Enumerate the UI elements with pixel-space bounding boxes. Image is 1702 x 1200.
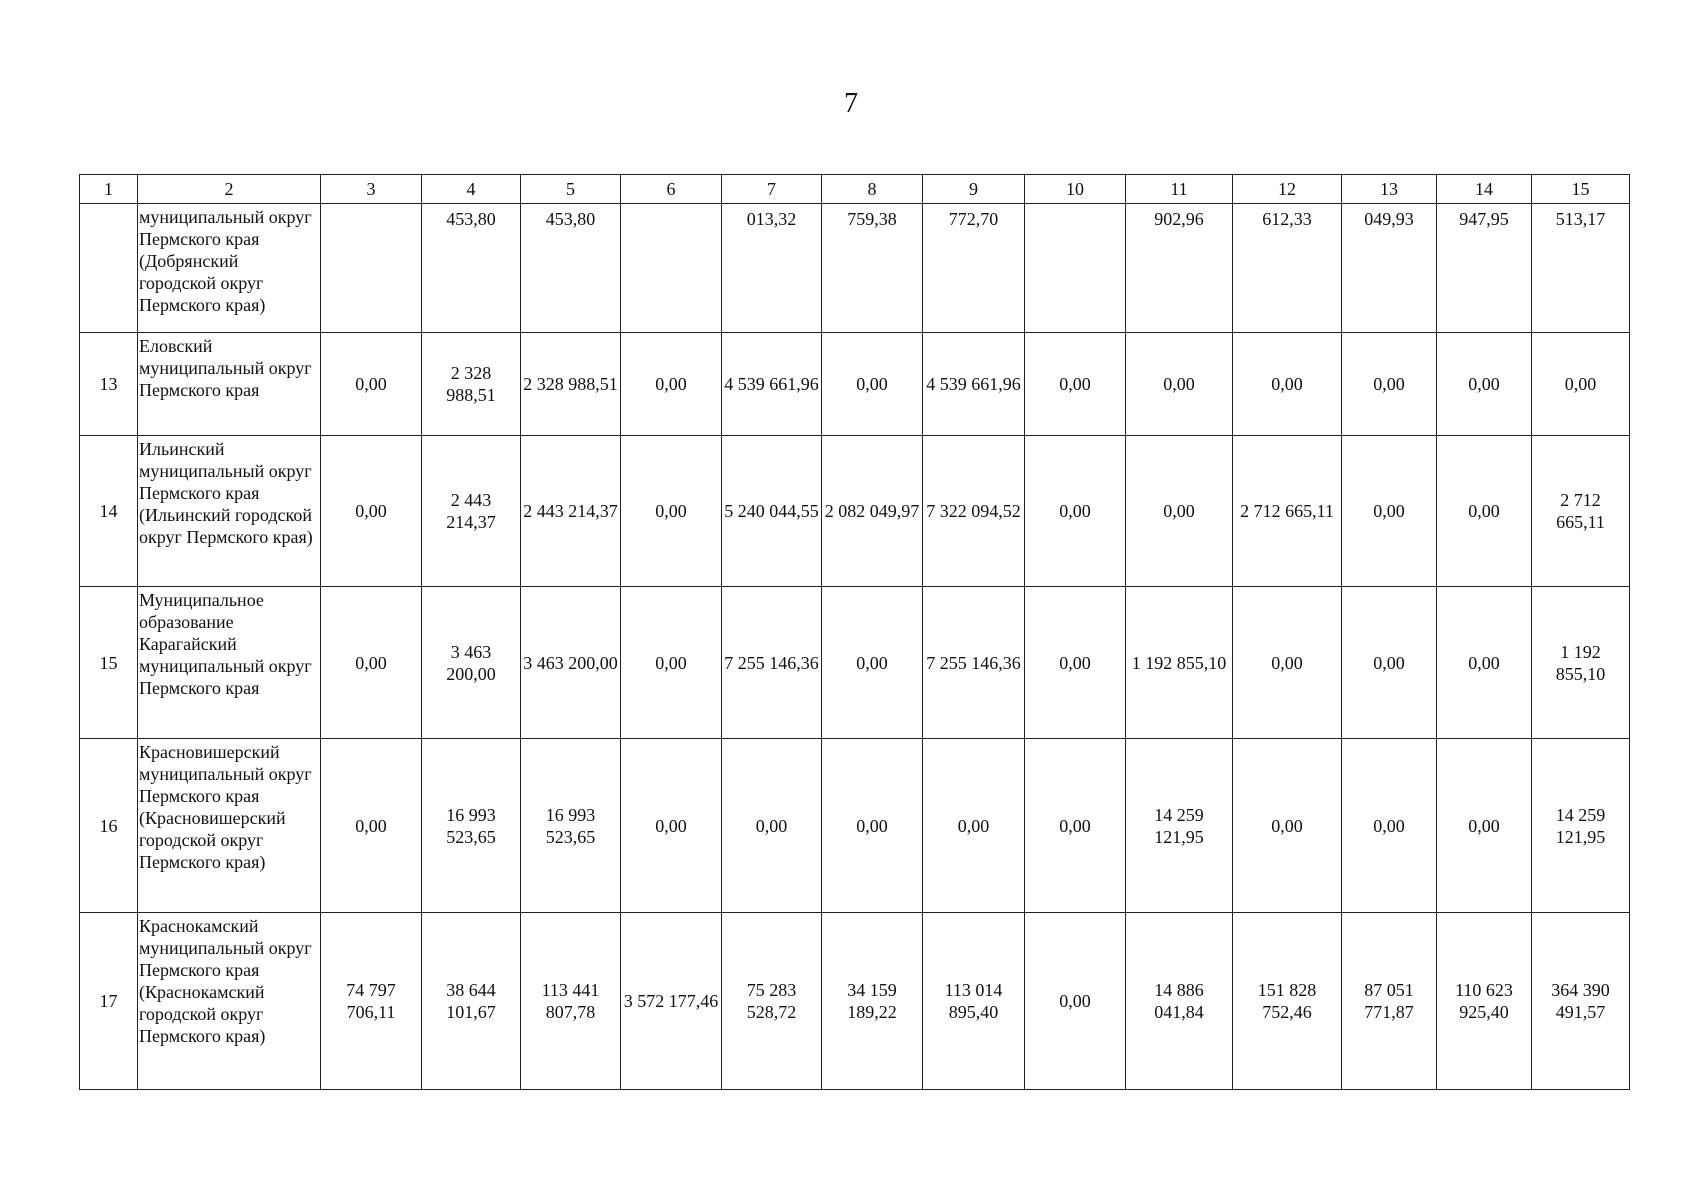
table-cell: 0,00 — [321, 333, 422, 436]
column-header: 1 — [80, 175, 138, 204]
column-header: 7 — [722, 175, 822, 204]
table-cell: 2 328 988,51 — [422, 333, 521, 436]
row-number — [80, 204, 138, 333]
table-row — [80, 913, 1630, 1090]
table-cell: 0,00 — [621, 436, 722, 587]
table-cell — [321, 204, 422, 333]
table-cell: 113 014 895,40 — [923, 913, 1025, 1090]
table-row — [80, 587, 1630, 739]
table-cell: 0,00 — [722, 739, 822, 913]
table-cell: 0,00 — [923, 739, 1025, 913]
table-cell: 2 712 665,11 — [1233, 436, 1342, 587]
table-cell: 0,00 — [822, 587, 923, 739]
table-cell: 0,00 — [1233, 739, 1342, 913]
column-header: 11 — [1126, 175, 1233, 204]
table-cell: 0,00 — [621, 587, 722, 739]
row-number: 15 — [80, 587, 138, 739]
budget-table — [79, 174, 1630, 1090]
column-header: 10 — [1025, 175, 1126, 204]
table-cell: 049,93 — [1342, 204, 1437, 333]
table-cell: 7 255 146,36 — [923, 587, 1025, 739]
table-cell: 0,00 — [1342, 587, 1437, 739]
table-cell: 947,95 — [1437, 204, 1532, 333]
column-header: 14 — [1437, 175, 1532, 204]
municipality-name: Ильинский муниципальный округ Пермского края (Ильинский городской округ Пермского края) — [138, 436, 321, 587]
municipality-name: Красновишерский муниципальный округ Пермского края (Красновишерский городской округ Пермского края) — [138, 739, 321, 913]
table-cell: 14 259 121,95 — [1126, 739, 1233, 913]
column-header: 9 — [923, 175, 1025, 204]
municipality-name: муниципальный округ Пермского края (Добрянский городской округ Пермского края) — [138, 204, 321, 333]
table-cell: 38 644 101,67 — [422, 913, 521, 1090]
column-header: 8 — [822, 175, 923, 204]
row-number: 17 — [80, 913, 138, 1090]
table-cell: 16 993 523,65 — [422, 739, 521, 913]
row-number: 16 — [80, 739, 138, 913]
table-cell: 2 082 049,97 — [822, 436, 923, 587]
table-cell: 759,38 — [822, 204, 923, 333]
table-cell: 453,80 — [521, 204, 621, 333]
table-cell: 2 328 988,51 — [521, 333, 621, 436]
table-cell: 74 797 706,11 — [321, 913, 422, 1090]
table-cell: 902,96 — [1126, 204, 1233, 333]
table-cell: 2 712 665,11 — [1532, 436, 1630, 587]
municipality-name: Муниципальное образование Карагайский муниципальный округ Пермского края — [138, 587, 321, 739]
table-cell: 113 441 807,78 — [521, 913, 621, 1090]
table-cell: 7 322 094,52 — [923, 436, 1025, 587]
table-cell: 364 390 491,57 — [1532, 913, 1630, 1090]
table-cell: 3 463 200,00 — [422, 587, 521, 739]
table-cell: 0,00 — [1437, 739, 1532, 913]
table-cell: 1 192 855,10 — [1532, 587, 1630, 739]
table-cell: 013,32 — [722, 204, 822, 333]
table-cell: 2 443 214,37 — [422, 436, 521, 587]
table-cell: 0,00 — [1532, 333, 1630, 436]
page-number: 7 — [844, 88, 858, 119]
table-cell: 0,00 — [1126, 333, 1233, 436]
table-cell: 0,00 — [321, 436, 422, 587]
table-cell: 612,33 — [1233, 204, 1342, 333]
table-header-row — [80, 175, 1630, 204]
table-cell: 16 993 523,65 — [521, 739, 621, 913]
table-cell: 513,17 — [1532, 204, 1630, 333]
table-cell: 0,00 — [1437, 333, 1532, 436]
table-cell: 0,00 — [1025, 739, 1126, 913]
table-cell: 0,00 — [1233, 333, 1342, 436]
table-cell: 0,00 — [1126, 436, 1233, 587]
column-header: 15 — [1532, 175, 1630, 204]
table-row — [80, 333, 1630, 436]
table-cell: 0,00 — [1342, 436, 1437, 587]
table-cell: 5 240 044,55 — [722, 436, 822, 587]
table-cell: 0,00 — [621, 739, 722, 913]
table-cell: 0,00 — [1342, 739, 1437, 913]
table-row — [80, 204, 1630, 333]
table-cell — [1025, 204, 1126, 333]
table-cell: 3 463 200,00 — [521, 587, 621, 739]
table-row — [80, 436, 1630, 587]
column-header: 5 — [521, 175, 621, 204]
table-cell: 772,70 — [923, 204, 1025, 333]
table-cell: 87 051 771,87 — [1342, 913, 1437, 1090]
table-cell: 0,00 — [1437, 587, 1532, 739]
table-cell: 0,00 — [1025, 913, 1126, 1090]
row-number: 13 — [80, 333, 138, 436]
column-header: 13 — [1342, 175, 1437, 204]
table-cell: 0,00 — [321, 587, 422, 739]
table-cell: 110 623 925,40 — [1437, 913, 1532, 1090]
table-row — [80, 739, 1630, 913]
table-cell: 0,00 — [1342, 333, 1437, 436]
table-cell: 7 255 146,36 — [722, 587, 822, 739]
table-cell: 0,00 — [1025, 587, 1126, 739]
table-cell: 0,00 — [822, 333, 923, 436]
table-cell: 0,00 — [621, 333, 722, 436]
table-cell: 453,80 — [422, 204, 521, 333]
table-cell: 0,00 — [1025, 436, 1126, 587]
table-cell: 2 443 214,37 — [521, 436, 621, 587]
column-header: 2 — [138, 175, 321, 204]
column-header: 3 — [321, 175, 422, 204]
table-cell: 0,00 — [822, 739, 923, 913]
row-number: 14 — [80, 436, 138, 587]
table-cell: 4 539 661,96 — [722, 333, 822, 436]
table-cell: 14 259 121,95 — [1532, 739, 1630, 913]
table-cell: 0,00 — [321, 739, 422, 913]
table-cell: 4 539 661,96 — [923, 333, 1025, 436]
table-cell — [621, 204, 722, 333]
table-cell: 151 828 752,46 — [1233, 913, 1342, 1090]
column-header: 12 — [1233, 175, 1342, 204]
table-cell: 0,00 — [1437, 436, 1532, 587]
municipality-name: Еловский муниципальный округ Пермского края — [138, 333, 321, 436]
table-cell: 34 159 189,22 — [822, 913, 923, 1090]
municipality-name: Краснокамский муниципальный округ Пермского края (Краснокамский городской округ Пермского края) — [138, 913, 321, 1090]
table-cell: 3 572 177,46 — [621, 913, 722, 1090]
table-cell: 75 283 528,72 — [722, 913, 822, 1090]
table-cell: 0,00 — [1233, 587, 1342, 739]
column-header: 6 — [621, 175, 722, 204]
column-header: 4 — [422, 175, 521, 204]
table-cell: 1 192 855,10 — [1126, 587, 1233, 739]
table-cell: 14 886 041,84 — [1126, 913, 1233, 1090]
table-cell: 0,00 — [1025, 333, 1126, 436]
